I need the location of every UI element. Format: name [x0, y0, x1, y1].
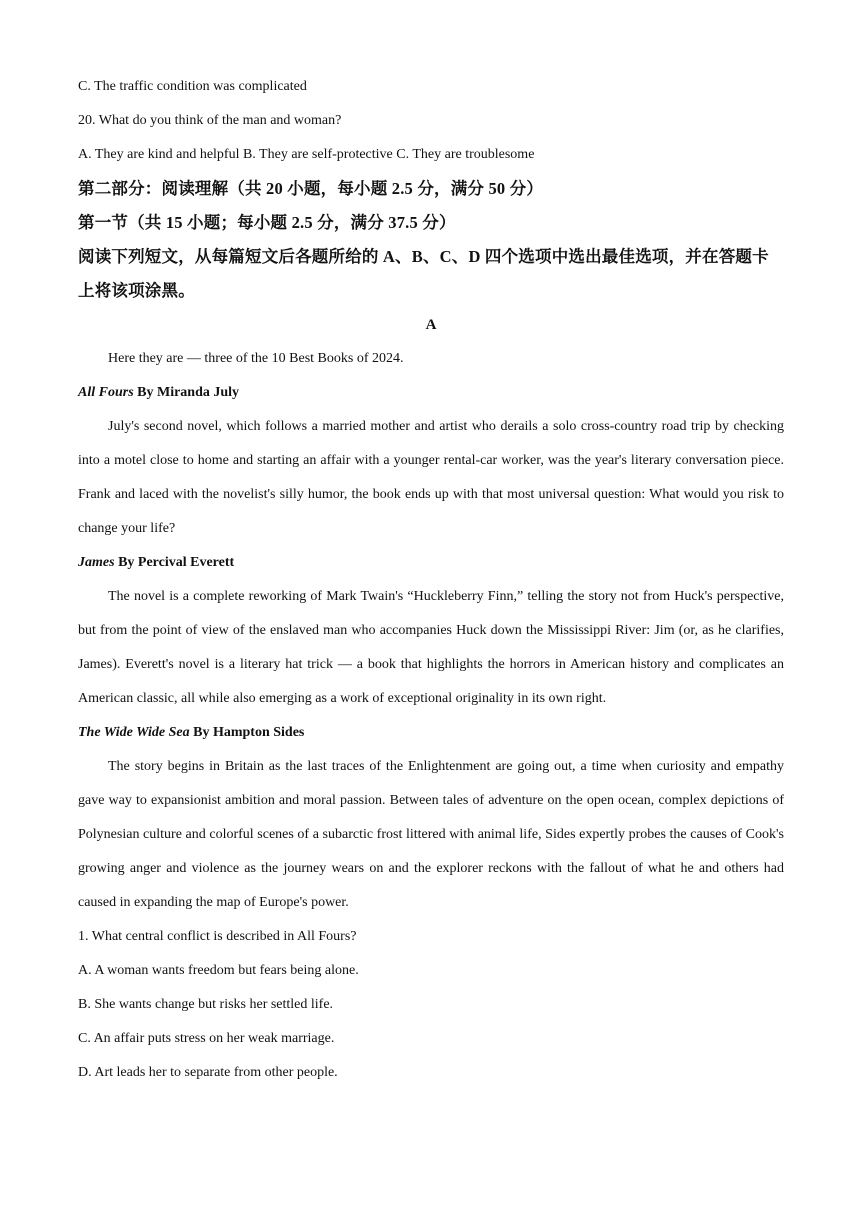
question-1-option-b: B. She wants change but risks her settled life.	[78, 997, 334, 1012]
book-heading-wide-wide-sea	[78, 716, 784, 750]
question-1-option-d: D. Art leads her to separate from other people.	[78, 1065, 338, 1080]
book-author: By Miranda July	[133, 385, 240, 400]
book-heading-james	[78, 546, 784, 580]
book-title: James	[78, 555, 115, 570]
book-title: All Fours	[78, 385, 134, 400]
book-author: By Percival Everett	[114, 555, 235, 570]
question-1-stem: 1. What central conflict is described in All Fours?	[78, 929, 357, 944]
question-1-option-c: C. An affair puts stress on her weak marriage.	[78, 1031, 335, 1046]
book-heading-all-fours	[78, 376, 784, 410]
passage-letter: A	[425, 317, 437, 333]
q19-option-c: C. The traffic condition was complicated	[78, 79, 307, 94]
book-description-all-fours: July's second novel, which follows a married mother and artist who derails a solo cross-country road trip by checking into a motel close to home and starting an affair with a younger rental-car worker, was the year's literary conversation piece. Frank and laced with the novelist's silly humor, the book ends up with that most universal question: What would you risk to change your life?	[78, 419, 784, 536]
reading-instructions: 阅读下列短文，从每篇短文后各题所给的 A、B、C、D 四个选项中选出最佳选项，并在答题卡上将该项涂黑。	[78, 247, 769, 300]
part2-heading: 第二部分：阅读理解（共 20 小题，每小题 2.5 分，满分 50 分）	[78, 179, 544, 198]
q20-options: A. They are kind and helpful B. They are self-protective C. They are troublesome	[78, 147, 535, 162]
book-description-james: The novel is a complete reworking of Mark Twain's “Huckleberry Finn,” telling the story not from Huck's perspective, but from the point of view of the enslaved man who accompanies Huck down the Mississippi River: Jim (or, as he clarifies, James). Everett's novel is a literary hat trick — a book that highlights the horrors in American history and complicates an American classic, all while also emerging as a work of exceptional originality in its own right.	[78, 589, 784, 706]
passage-intro: Here they are — three of the 10 Best Books of 2024.	[108, 351, 404, 366]
book-description-wide-wide-sea: The story begins in Britain as the last traces of the Enlightenment are going out, a time when curiosity and empathy gave way to expansionist ambition and moral passion. Between tales of adventure on the open ocean, complex depictions of Polynesian culture and colorful scenes of a subarctic frost littered with animal life, Sides expertly probes the causes of Cook's growing anger and violence as the journey wears on and the explorer reckons with the fallout of what he and others had caused in expanding the map of Europe's power.	[78, 759, 784, 910]
section1-heading: 第一节（共 15 小题；每小题 2.5 分，满分 37.5 分）	[78, 213, 456, 232]
q20-stem: 20. What do you think of the man and woman?	[78, 113, 342, 128]
question-1-option-a: A. A woman wants freedom but fears being alone.	[78, 963, 359, 978]
book-title: The Wide Wide Sea	[78, 725, 190, 740]
page-content	[78, 70, 784, 1090]
book-author: By Hampton Sides	[189, 725, 305, 740]
